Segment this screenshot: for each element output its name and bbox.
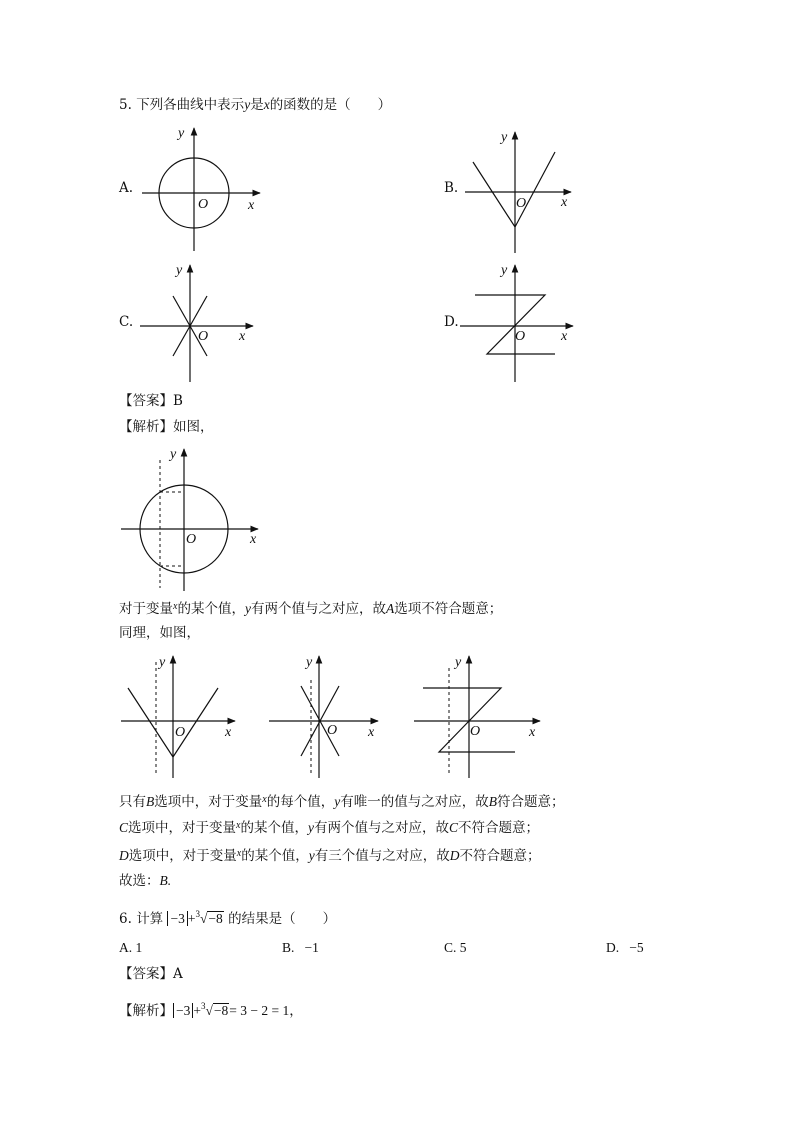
radical-sign: √ bbox=[205, 1003, 213, 1018]
text: 选项中，对于变量 bbox=[128, 848, 237, 864]
analysis-label: 【解析】 bbox=[119, 1003, 173, 1019]
q6-option-b bbox=[282, 940, 319, 956]
plus-sign: + bbox=[193, 1003, 201, 1018]
origin-label: O bbox=[175, 725, 186, 740]
q6-stem bbox=[119, 905, 336, 928]
q6-analysis bbox=[119, 997, 303, 1020]
text: 选项中，对于变量 bbox=[154, 794, 263, 810]
option-ref: C bbox=[448, 820, 458, 835]
q6-answer bbox=[119, 965, 183, 983]
x-axis-label: x bbox=[368, 725, 375, 740]
text: 计算 bbox=[136, 911, 164, 927]
var-y: y bbox=[334, 794, 341, 809]
var-x: x bbox=[263, 97, 270, 112]
analysis-result: = 3 − 2 = 1， bbox=[229, 1003, 303, 1018]
q5-conclusion bbox=[119, 872, 171, 890]
origin-label: O bbox=[470, 724, 481, 739]
option-letter: C. bbox=[444, 940, 457, 955]
q5-stem bbox=[119, 96, 391, 114]
answer-value: A bbox=[173, 966, 183, 982]
graph-a bbox=[130, 120, 270, 260]
q5-analysis-line1 bbox=[119, 598, 502, 618]
x-axis-label: x bbox=[561, 195, 568, 210]
q5-analysis-line2: 同理，如图， bbox=[119, 625, 200, 641]
option-ref: D bbox=[449, 848, 460, 863]
origin-label: O bbox=[327, 723, 338, 738]
plus-sign: + bbox=[187, 911, 196, 926]
y-axis-label: y bbox=[170, 447, 177, 462]
q5-option-b: B. bbox=[444, 180, 459, 196]
option-value: 1 bbox=[135, 940, 143, 955]
abs-value-expression: −3 bbox=[173, 1003, 193, 1018]
text: 符合题意； bbox=[496, 794, 565, 810]
text: 有三个值与之对应，故 bbox=[314, 848, 450, 864]
q5-option-c: C. bbox=[119, 314, 134, 330]
q5-analysis bbox=[119, 418, 214, 436]
graph-d bbox=[455, 262, 585, 384]
var-x: x bbox=[236, 820, 241, 831]
option-letter: B. bbox=[282, 940, 295, 955]
text: 有两个值与之对应，故 bbox=[313, 820, 449, 836]
y-axis-label: y bbox=[176, 263, 183, 278]
analysis-graph-circle bbox=[118, 445, 268, 595]
text: 不符合题意； bbox=[459, 848, 541, 864]
text: 的某个值， bbox=[177, 601, 245, 617]
q5-analysis-line4 bbox=[119, 817, 539, 837]
text: 的某个值， bbox=[241, 848, 309, 864]
var-y: y bbox=[307, 820, 314, 835]
x-axis-label: x bbox=[225, 725, 232, 740]
analysis-intro: 如图， bbox=[173, 419, 214, 435]
text: 有唯一的值与之对应，故 bbox=[340, 794, 489, 810]
text: 的结果是（ ） bbox=[228, 911, 337, 927]
y-axis-label: y bbox=[501, 263, 508, 278]
option-ref: D bbox=[119, 848, 129, 863]
x-axis-label: x bbox=[250, 532, 257, 547]
var-x: x bbox=[262, 794, 267, 805]
analysis-graph-b bbox=[118, 650, 243, 780]
answer-value: B bbox=[173, 393, 183, 409]
q5-analysis-line3 bbox=[119, 791, 564, 811]
var-y: y bbox=[244, 601, 251, 616]
q6-option-d bbox=[606, 940, 644, 956]
radicand: −8 bbox=[208, 911, 223, 926]
text: 对于变量 bbox=[119, 601, 173, 617]
q5-option-a: A. bbox=[119, 180, 134, 196]
q6-number: 6. bbox=[119, 911, 132, 927]
option-ref: B. bbox=[159, 873, 172, 888]
var-y: y bbox=[308, 848, 315, 863]
root-index: 3 bbox=[201, 1001, 206, 1011]
q5-stem-text-3: 的函数的是（ ） bbox=[269, 97, 392, 113]
y-axis-label: y bbox=[306, 655, 313, 670]
option-letter: D. bbox=[606, 940, 620, 955]
q5-option-d: D. bbox=[444, 314, 459, 330]
x-axis-label: x bbox=[529, 725, 536, 740]
answer-label: 【答案】 bbox=[119, 393, 173, 409]
analysis-graph-d bbox=[411, 650, 546, 780]
analysis-label: 【解析】 bbox=[119, 419, 173, 435]
root-index: 3 bbox=[195, 909, 200, 919]
text: 只有 bbox=[119, 794, 146, 810]
analysis-graph-c bbox=[266, 650, 391, 780]
origin-label: O bbox=[198, 197, 209, 212]
var-x: x bbox=[236, 848, 242, 859]
graph-c bbox=[135, 262, 265, 384]
x-axis-label: x bbox=[561, 329, 568, 344]
x-axis-label: x bbox=[239, 329, 246, 344]
option-ref: C bbox=[119, 820, 129, 835]
origin-label: O bbox=[516, 196, 527, 211]
graph-b bbox=[455, 128, 585, 258]
option-letter: A. bbox=[119, 940, 133, 955]
option-ref: A bbox=[385, 601, 395, 616]
option-value: −1 bbox=[304, 940, 319, 955]
q5-number: 5. bbox=[119, 97, 132, 113]
radicand: −8 bbox=[213, 1003, 229, 1018]
text: 故选： bbox=[119, 873, 160, 889]
origin-label: O bbox=[186, 532, 197, 547]
option-ref: B bbox=[488, 794, 497, 809]
text: 的每个值， bbox=[266, 794, 335, 810]
y-axis-label: y bbox=[455, 655, 462, 670]
q6-option-c bbox=[444, 940, 467, 956]
option-value: 5 bbox=[459, 940, 467, 955]
y-axis-label: y bbox=[501, 130, 508, 145]
var-y: y bbox=[244, 97, 251, 112]
x-axis-label: x bbox=[248, 198, 255, 213]
text: 选项不符合题意； bbox=[394, 601, 503, 617]
text: 的某个值， bbox=[240, 820, 308, 836]
q5-answer bbox=[119, 392, 183, 410]
answer-label: 【答案】 bbox=[119, 966, 173, 982]
q5-stem-text-2: 是 bbox=[250, 97, 264, 113]
q6-option-a bbox=[119, 940, 142, 956]
origin-label: O bbox=[515, 329, 526, 344]
text: 不符合题意； bbox=[457, 820, 539, 836]
var-x: x bbox=[173, 601, 178, 612]
option-ref: B bbox=[146, 794, 155, 809]
text: 选项中，对于变量 bbox=[128, 820, 237, 836]
q5-stem-text: 下列各曲线中表示 bbox=[136, 97, 245, 113]
origin-label: O bbox=[198, 329, 209, 344]
y-axis-label: y bbox=[159, 655, 166, 670]
radical-sign: √ bbox=[199, 911, 208, 926]
v-curve bbox=[473, 152, 555, 227]
q5-analysis-line5 bbox=[119, 845, 540, 865]
option-value: −5 bbox=[629, 940, 644, 955]
y-axis-label: y bbox=[178, 126, 185, 141]
text: 有两个值与之对应，故 bbox=[250, 601, 386, 617]
abs-value-expression: −3 bbox=[167, 911, 187, 926]
